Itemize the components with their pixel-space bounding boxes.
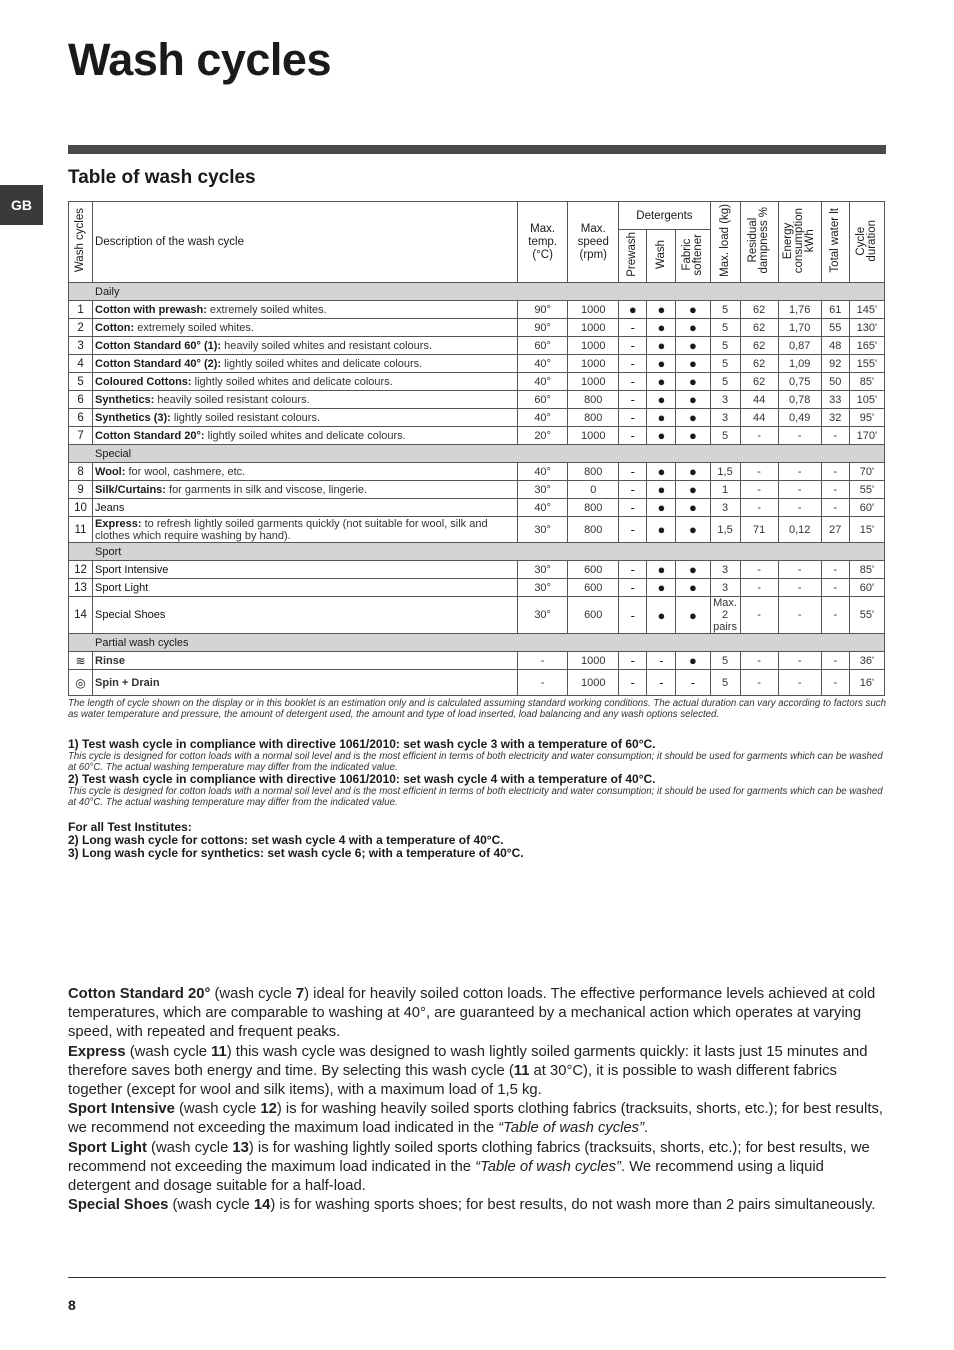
cell-load: 1 (710, 481, 740, 499)
header-description: Description of the wash cycle (93, 202, 518, 283)
cycle-number: 1 (69, 301, 93, 319)
cycle-detail: lightly soiled resistant colours. (170, 411, 321, 424)
header-divider-bar (68, 145, 886, 154)
cell-water: 92 (821, 355, 849, 373)
cell-damp: 62 (740, 319, 778, 337)
cell-wash: ● (647, 427, 676, 445)
cycle-description (93, 319, 518, 337)
cell-prewash: - (619, 427, 647, 445)
cell-temp: - (518, 670, 568, 696)
cell-load: 1,5 (710, 463, 740, 481)
footnote-2-title: 2) Test wash cycle in compliance with directive 1061/2010: set wash cycle 4 with a temperature of 40°C. (68, 772, 656, 786)
section-row-daily (69, 283, 885, 301)
paragraph-sport-intensive: Sport Intensive (wash cycle 12) is for washing heavily soiled sports clothing fabrics (tracksuits, shorts, etc.); for best results, we recommend not exceeding the maximum load indicated in the “Table of wash cycles”. (68, 1101, 883, 1137)
cell-dur: 105' (849, 391, 884, 409)
table-row (69, 517, 885, 543)
cycle-number (69, 670, 93, 696)
cell-temp: 40° (518, 463, 568, 481)
cell-softener: ● (676, 427, 710, 445)
cell-load: 5 (710, 301, 740, 319)
cell-wash: ● (647, 391, 676, 409)
cell-softener: ● (676, 301, 710, 319)
cell-energy: - (778, 579, 821, 597)
header-max-load: Max. load (kg) (710, 202, 740, 283)
cell-water: 50 (821, 373, 849, 391)
cell-damp: - (740, 561, 778, 579)
section-row-special (69, 445, 885, 463)
cycle-number: 6 (69, 409, 93, 427)
cell-dur: 95' (849, 409, 884, 427)
table-row (69, 499, 885, 517)
header-detergents: Detergents (619, 202, 710, 230)
cell-water: - (821, 652, 849, 670)
header-residual-dampness: Residual dampness % (740, 202, 778, 283)
cell-speed: 1000 (568, 652, 619, 670)
cycle-number: 2 (69, 319, 93, 337)
cell-speed: 1000 (568, 301, 619, 319)
cell-water: 33 (821, 391, 849, 409)
cell-wash: ● (647, 561, 676, 579)
cell-water: - (821, 427, 849, 445)
cycle-detail: heavily soiled whites and resistant colours. (221, 339, 433, 352)
cycle-name: Cotton with prewash: (95, 303, 207, 316)
cell-damp: - (740, 597, 778, 634)
cell-energy: 0,78 (778, 391, 821, 409)
cycle-description (93, 652, 518, 670)
cell-dur: 16' (849, 670, 884, 696)
cell-damp: 44 (740, 409, 778, 427)
footnote-1 (68, 738, 888, 773)
rinse-icon: ≋ (75, 653, 86, 668)
cell-speed: 600 (568, 597, 619, 634)
cycle-number: 6 (69, 391, 93, 409)
cell-energy: 0,49 (778, 409, 821, 427)
cell-wash: ● (647, 355, 676, 373)
cell-speed: 800 (568, 499, 619, 517)
cell-load: 3 (710, 499, 740, 517)
cycle-number: 10 (69, 499, 93, 517)
cell-load: Max. 2 pairs (710, 597, 740, 634)
cell-softener: ● (676, 409, 710, 427)
cell-speed: 600 (568, 561, 619, 579)
header-wash: Wash (647, 230, 676, 283)
cycle-description (93, 409, 518, 427)
footer-divider (68, 1277, 886, 1278)
footnote-1-text: This cycle is designed for cotton loads with a normal soil level and is the most efficient in terms of both electricity and water consumption; it should be used for garments which can be washed at 60°C. The actual washing temperature may differ from the indicated value. (68, 751, 883, 773)
cell-damp: - (740, 481, 778, 499)
cell-water: 32 (821, 409, 849, 427)
cell-temp: 90° (518, 301, 568, 319)
cell-wash: ● (647, 517, 676, 543)
cell-softener: ● (676, 355, 710, 373)
header-energy: Energy consumption kWh (778, 202, 821, 283)
cell-energy: - (778, 597, 821, 634)
cell-speed: 800 (568, 391, 619, 409)
cell-damp: - (740, 670, 778, 696)
cell-wash: ● (647, 373, 676, 391)
header-cycle-duration: Cycle duration (849, 202, 884, 283)
paragraph-sport-light: Sport Light (wash cycle 13) is for washing lightly soiled sports clothing fabrics (tracksuits, shorts, etc.); for best results, we recommend not exceeding the maximum load indicated in the “Table of wash cycles”. We recommend using a liquid detergent and dosage suitable for a half-load. (68, 1139, 870, 1195)
cell-prewash: - (619, 319, 647, 337)
cell-energy: 1,70 (778, 319, 821, 337)
section-label: Sport (69, 543, 885, 561)
cell-load: 5 (710, 652, 740, 670)
institutes-line-2: 2) Long wash cycle for cottons: set wash cycle 4 with a temperature of 40°C. (68, 833, 504, 847)
cycle-number: 12 (69, 561, 93, 579)
cell-energy: - (778, 652, 821, 670)
cell-load: 3 (710, 561, 740, 579)
footnote-1-title: 1) Test wash cycle in compliance with directive 1061/2010: set wash cycle 3 with a temperature of 60°C. (68, 737, 656, 751)
duration-note: The length of cycle shown on the display or in this booklet is an estimation only and is calculated assuming standard working conditions. The actual duration can vary according to factors such as water temperature and pressure, the amount of detergent used, the amount and type of load inserted, load balancing and any wash options selected. (68, 698, 886, 720)
cell-dur: 15' (849, 517, 884, 543)
cycle-number: 4 (69, 355, 93, 373)
paragraph-express: Express (wash cycle 11) this wash cycle was designed to wash lightly soiled garments quickly: it lasts just 15 minutes and therefore saves both energy and time. By selecting this wash cycle (11 at 30°C), it is possible to wash different fabrics together (except for wool and silk items), with a maximum load of 1,5 kg. (68, 1043, 868, 1099)
cell-damp: 62 (740, 337, 778, 355)
cell-softener: ● (676, 481, 710, 499)
table-row (69, 409, 885, 427)
cell-damp: - (740, 427, 778, 445)
cell-water: 61 (821, 301, 849, 319)
table-row (69, 355, 885, 373)
cell-dur: 36' (849, 652, 884, 670)
cell-softener: ● (676, 319, 710, 337)
table-row (69, 463, 885, 481)
language-tab: GB (0, 185, 43, 225)
table-row (69, 391, 885, 409)
cell-prewash: - (619, 463, 647, 481)
cycle-descriptions (68, 985, 886, 1215)
header-wash-cycles: Wash cycles (69, 202, 93, 283)
cell-prewash: - (619, 355, 647, 373)
cycle-name: Special Shoes (95, 609, 166, 621)
cell-prewash: - (619, 652, 647, 670)
cell-temp: 40° (518, 499, 568, 517)
table-row (69, 373, 885, 391)
cell-speed: 1000 (568, 373, 619, 391)
cycle-description (93, 427, 518, 445)
cell-wash: ● (647, 481, 676, 499)
cycle-detail: lightly soiled whites and delicate colours. (221, 357, 423, 370)
institutes-line-3: 3) Long wash cycle for synthetics: set wash cycle 6; with a temperature of 40°C. (68, 846, 524, 860)
cell-water: - (821, 481, 849, 499)
cell-dur: 60' (849, 499, 884, 517)
cycle-name: Coloured Cottons: (95, 375, 192, 388)
cell-energy: - (778, 670, 821, 696)
cycle-description (93, 481, 518, 499)
cell-damp: - (740, 652, 778, 670)
cycle-description (93, 355, 518, 373)
cell-softener: - (676, 670, 710, 696)
cell-energy: 1,76 (778, 301, 821, 319)
cell-water: 48 (821, 337, 849, 355)
cell-wash: ● (647, 409, 676, 427)
cell-energy: 1,09 (778, 355, 821, 373)
header-prewash: Prewash (619, 230, 647, 283)
cell-dur: 170' (849, 427, 884, 445)
table-row (69, 481, 885, 499)
cell-prewash: - (619, 373, 647, 391)
cycle-detail: to refresh lightly soiled garments quickly (not suitable for wool, silk and clothes which require washing by hand). (95, 517, 488, 542)
cell-load: 5 (710, 337, 740, 355)
cycle-detail: extremely soiled whites. (206, 303, 327, 316)
cell-dur: 55' (849, 597, 884, 634)
cell-water: 55 (821, 319, 849, 337)
cell-energy: 0,87 (778, 337, 821, 355)
cell-softener: ● (676, 373, 710, 391)
cell-temp: 30° (518, 517, 568, 543)
cell-speed: 800 (568, 463, 619, 481)
cycle-description (93, 517, 518, 543)
table-row (69, 597, 885, 634)
header-total-water: Total water lt (821, 202, 849, 283)
cell-load: 3 (710, 391, 740, 409)
cycle-number: 13 (69, 579, 93, 597)
cell-temp: - (518, 652, 568, 670)
wash-cycles-table (68, 201, 885, 696)
cell-damp: - (740, 579, 778, 597)
cell-speed: 1000 (568, 427, 619, 445)
cell-energy: 0,12 (778, 517, 821, 543)
cell-damp: 62 (740, 301, 778, 319)
header-max-temp: Max. temp. (°C) (518, 202, 568, 283)
cycle-name: Synthetics: (95, 393, 155, 406)
cell-temp: 40° (518, 409, 568, 427)
cell-temp: 60° (518, 337, 568, 355)
cycle-description (93, 499, 518, 517)
cycle-number: 14 (69, 597, 93, 634)
cell-softener: ● (676, 579, 710, 597)
cell-prewash: - (619, 597, 647, 634)
spin-drain-icon: ◎ (75, 675, 86, 690)
cell-softener: ● (676, 517, 710, 543)
footnote-2-text: This cycle is designed for cotton loads with a normal soil level and is the most efficient in terms of both electricity and water consumption; it should be used for garments which can be washed at 40°C. The actual washing temperature may differ from the indicated value. (68, 786, 883, 808)
cycle-description (93, 463, 518, 481)
header-max-speed: Max. speed (rpm) (568, 202, 619, 283)
cell-prewash: - (619, 481, 647, 499)
section-label: Daily (69, 283, 885, 301)
cell-load: 5 (710, 427, 740, 445)
cell-wash: ● (647, 499, 676, 517)
cell-dur: 85' (849, 373, 884, 391)
cell-temp: 30° (518, 561, 568, 579)
cell-load: 5 (710, 355, 740, 373)
cell-damp: 44 (740, 391, 778, 409)
cell-temp: 60° (518, 391, 568, 409)
cycle-name: Express: (95, 517, 142, 530)
cell-load: 3 (710, 579, 740, 597)
cell-softener: ● (676, 561, 710, 579)
cell-water: - (821, 499, 849, 517)
cell-prewash: - (619, 670, 647, 696)
cell-prewash: - (619, 561, 647, 579)
institutes-line-1: For all Test Institutes: (68, 820, 192, 834)
cycle-description (93, 301, 518, 319)
cell-prewash: - (619, 517, 647, 543)
section-row-sport (69, 543, 885, 561)
table-row (69, 652, 885, 670)
cell-dur: 165' (849, 337, 884, 355)
cell-speed: 800 (568, 409, 619, 427)
cycle-description (93, 597, 518, 634)
footnote-2 (68, 773, 888, 808)
cell-wash: ● (647, 301, 676, 319)
cell-temp: 40° (518, 373, 568, 391)
cell-wash: ● (647, 597, 676, 634)
table-row (69, 427, 885, 445)
cell-dur: 145' (849, 301, 884, 319)
cell-dur: 70' (849, 463, 884, 481)
cell-prewash: - (619, 499, 647, 517)
cycle-description (93, 561, 518, 579)
cycle-detail: for garments in silk and viscose, lingerie. (165, 483, 368, 496)
cell-water: - (821, 579, 849, 597)
cell-temp: 20° (518, 427, 568, 445)
cell-wash: - (647, 652, 676, 670)
cell-prewash: - (619, 337, 647, 355)
cell-damp: 71 (740, 517, 778, 543)
table-row (69, 579, 885, 597)
cycle-name: Rinse (95, 654, 126, 667)
table-row (69, 301, 885, 319)
cell-wash: ● (647, 579, 676, 597)
cell-wash: ● (647, 463, 676, 481)
cycle-name: Sport Light (95, 581, 149, 594)
cycle-number: 8 (69, 463, 93, 481)
cell-softener: ● (676, 463, 710, 481)
cell-wash: - (647, 670, 676, 696)
cycle-name: Cotton Standard 40° (2): (95, 357, 222, 370)
cell-softener: ● (676, 499, 710, 517)
cycle-detail: extremely soiled whites. (134, 321, 254, 334)
cell-load: 5 (710, 670, 740, 696)
cell-load: 3 (710, 409, 740, 427)
cell-speed: 0 (568, 481, 619, 499)
cell-damp: - (740, 499, 778, 517)
cell-temp: 30° (518, 481, 568, 499)
cell-softener: ● (676, 391, 710, 409)
cell-temp: 30° (518, 579, 568, 597)
cell-prewash: - (619, 579, 647, 597)
section-label: Partial wash cycles (69, 634, 885, 652)
cell-energy: - (778, 499, 821, 517)
cycle-description (93, 670, 518, 696)
cycle-number: 7 (69, 427, 93, 445)
cell-load: 5 (710, 319, 740, 337)
table-row (69, 337, 885, 355)
section-title: Table of wash cycles (68, 167, 256, 188)
cell-softener: ● (676, 597, 710, 634)
cell-temp: 30° (518, 597, 568, 634)
cycle-name: Sport Intensive (95, 563, 169, 576)
cell-dur: 85' (849, 561, 884, 579)
cell-energy: - (778, 481, 821, 499)
cell-speed: 1000 (568, 355, 619, 373)
test-institutes-notes (68, 821, 888, 860)
cell-speed: 1000 (568, 337, 619, 355)
cell-prewash: - (619, 409, 647, 427)
cycle-detail: for wool, cashmere, etc. (125, 465, 246, 478)
cycle-name: Wool: (95, 465, 126, 478)
cycle-number: 5 (69, 373, 93, 391)
cell-energy: - (778, 561, 821, 579)
cell-energy: 0,75 (778, 373, 821, 391)
page-number: 8 (68, 1297, 76, 1313)
cell-wash: ● (647, 337, 676, 355)
cell-water: - (821, 597, 849, 634)
cell-dur: 55' (849, 481, 884, 499)
cycle-name: Silk/Curtains: (95, 483, 166, 496)
cycle-number (69, 652, 93, 670)
cycle-description (93, 579, 518, 597)
cell-water: - (821, 670, 849, 696)
cycle-description (93, 337, 518, 355)
cycle-number: 9 (69, 481, 93, 499)
cycle-detail: lightly soiled whites and delicate colours. (191, 375, 393, 388)
section-row-partial (69, 634, 885, 652)
cycle-description (93, 373, 518, 391)
cell-speed: 800 (568, 517, 619, 543)
cycle-number: 11 (69, 517, 93, 543)
cycle-name: Spin + Drain (95, 676, 160, 689)
cell-speed: 600 (568, 579, 619, 597)
cell-softener: ● (676, 652, 710, 670)
paragraph-cotton-standard-20: Cotton Standard 20° (wash cycle 7) ideal for heavily soiled cotton loads. The effective performance levels achieved at cold temperatures, which are comparable to washing at 40°, are guaranteed by a mechanical action which operates at varying speed, with repeated and frequent peaks. (68, 986, 876, 1041)
cell-prewash: - (619, 391, 647, 409)
cell-damp: 62 (740, 373, 778, 391)
cell-water: - (821, 561, 849, 579)
cell-prewash: ● (619, 301, 647, 319)
cell-temp: 40° (518, 355, 568, 373)
cycle-name: Synthetics (3): (95, 411, 171, 424)
cell-water: - (821, 463, 849, 481)
cell-energy: - (778, 463, 821, 481)
header-fabric-softener: Fabric softener (676, 230, 710, 283)
table-row (69, 561, 885, 579)
page-title: Wash cycles (68, 34, 331, 85)
cycle-name: Cotton Standard 60° (1): (95, 339, 222, 352)
paragraph-special-shoes: Special Shoes (wash cycle 14) is for washing sports shoes; for best results, do not wash more than 2 pairs simultaneously. (68, 1197, 876, 1214)
cycle-detail: heavily soiled resistant colours. (154, 393, 310, 406)
cycle-name: Cotton Standard 20°: (95, 429, 205, 442)
cell-dur: 155' (849, 355, 884, 373)
cell-energy: - (778, 427, 821, 445)
cell-wash: ● (647, 319, 676, 337)
table-row (69, 319, 885, 337)
cell-softener: ● (676, 337, 710, 355)
cell-damp: - (740, 463, 778, 481)
cell-load: 1,5 (710, 517, 740, 543)
cell-speed: 1000 (568, 319, 619, 337)
cell-dur: 60' (849, 579, 884, 597)
table-row (69, 670, 885, 696)
cycle-name: Cotton: (95, 321, 135, 334)
cycle-detail: lightly soiled whites and delicate colours. (204, 429, 406, 442)
cycle-name: Jeans (95, 501, 125, 514)
cycle-description (93, 391, 518, 409)
cell-temp: 90° (518, 319, 568, 337)
cell-dur: 130' (849, 319, 884, 337)
section-label: Special (69, 445, 885, 463)
cycle-number: 3 (69, 337, 93, 355)
cell-damp: 62 (740, 355, 778, 373)
cell-water: 27 (821, 517, 849, 543)
cell-speed: 1000 (568, 670, 619, 696)
cell-load: 5 (710, 373, 740, 391)
